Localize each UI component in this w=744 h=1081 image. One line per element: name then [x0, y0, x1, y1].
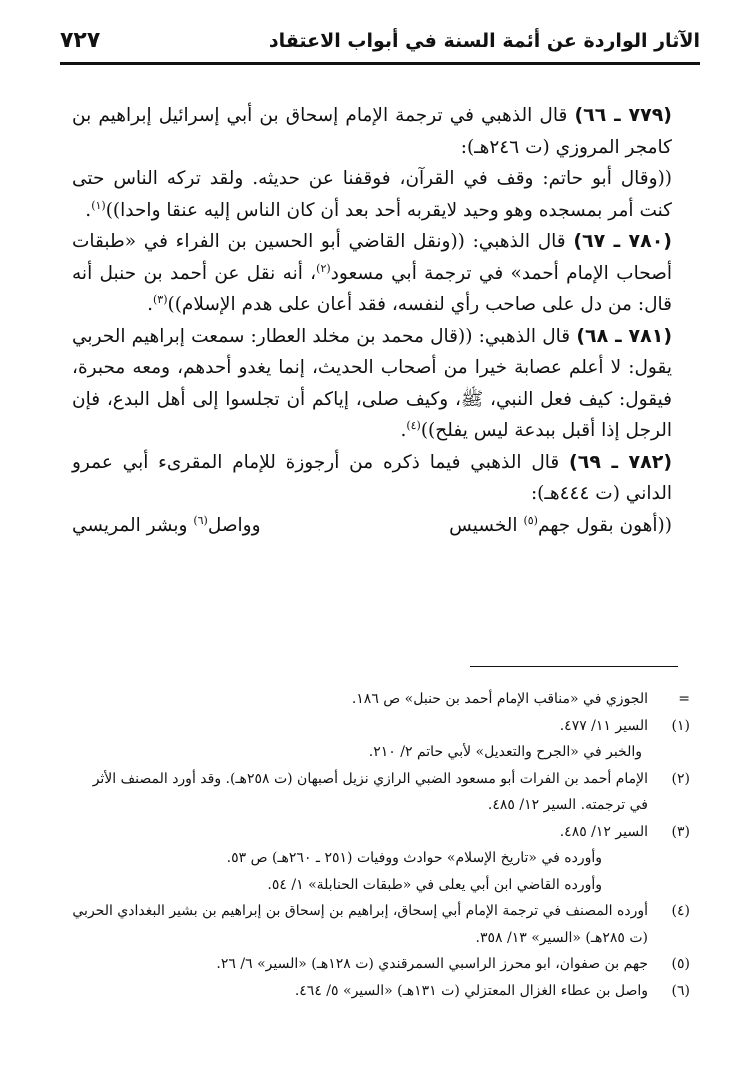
footnote-ref[interactable]: (٥) — [523, 513, 538, 527]
verse-text: وواصل — [207, 514, 261, 536]
paragraph-text: ، أنه نقل عن أحمد بن حنبل أنه قال: من دل على صاحب رأي لنفسه، فقد أعان على هدم الإسلام)) — [72, 262, 672, 315]
footnote-text: السير ١١/ ٤٧٧. — [559, 717, 648, 734]
footnote-mark: (٥) — [671, 956, 690, 972]
verse-text: الخسيس — [449, 514, 524, 536]
footnote-mark: (٢) — [671, 770, 690, 787]
footnote-text: واصل بن عطاء الغزال المعتزلي (ت ١٣١هـ) «السير» ٥/ ٤٦٤. — [294, 982, 648, 999]
verse-second-hemistich — [72, 510, 261, 542]
page-number: ٧٢٧ — [60, 28, 101, 53]
footnote-continuation — [70, 686, 690, 713]
punctuation: . — [400, 420, 407, 441]
footnote-1-cont: والخبر في «الجرح والتعديل» لأبي حاتم ٢/ ٢١٠. — [368, 744, 642, 760]
footnote-1 — [70, 713, 690, 740]
paragraph-781 — [72, 321, 672, 447]
paragraph-quote-abu-hatim — [72, 163, 672, 226]
footnote-3-cont: وأورده في «تاريخ الإسلام» حوادث ووفيات (٢٥١ ـ ٢٦٠هـ) ص ٥٣. — [226, 850, 602, 866]
footnote-text: جهم بن صفوان، ابو محرز الراسبي السمرقندي (ت ١٢٨هـ) «السير» ٦/ ٢٦. — [216, 956, 648, 972]
footnote-mark: (٣) — [671, 823, 690, 840]
punctuation: . — [85, 199, 92, 221]
verse-text: وبشر المريسي — [72, 514, 194, 536]
entry-number: (٧٨١ ـ ٦٨) — [576, 324, 672, 347]
footnotes — [70, 686, 690, 1004]
footnote-text: الإمام أحمد بن الفرات أبو مسعود الضبي الرازي نزيل أصبهان (ت ٢٥٨هـ). وقد أورد المصنف الأثر في ترجمته. السير ١٢/ ٤٨٥. — [92, 770, 648, 813]
paragraph-text: قال الذهبي: ((قال محمد بن مخلد العطار: سمعت إبراهيم الحربي يقول: لا أعلم عصابة خيرا من أصحاب الحديث، إنما يغدو أحدهم، ومعه محبرة، فيقول: كيف فعل النبي، ﷺ، وكيف صلى، إياكم أن تجلسوا إلى أهل البدع، فإن الرجل إذا أقبل ببدعة ليس يفلح)) — [72, 325, 672, 441]
poem-verse — [72, 510, 672, 542]
footnote-6 — [70, 978, 690, 1005]
entry-number: (٧٨٠ ـ ٦٧) — [573, 230, 672, 252]
running-header — [60, 26, 700, 66]
footnote-3 — [70, 819, 690, 846]
header-rule — [60, 62, 700, 65]
footnote-separator — [470, 666, 678, 667]
paragraph-text: قال الذهبي في ترجمة الإمام إسحاق بن أبي إسرائيل إبراهيم بن كامجر المروزي (ت ٢٤٦هـ): — [72, 105, 672, 158]
footnote-ref[interactable]: (٦) — [193, 513, 208, 527]
paragraph-text: ((وقال أبو حاتم: وقف في القرآن، فوقفنا عن حديثه. ولقد تركه الناس حتى كنت أمر بمسجده وهو وحيد لايقربه أحد بعد أن كان الناس إليه عنقا واحدا)) — [72, 168, 672, 221]
footnote-mark: (٤) — [671, 903, 690, 919]
footnote-text: السير ١٢/ ٤٨٥. — [559, 823, 648, 840]
main-text — [72, 100, 672, 541]
footnote-4 — [70, 898, 690, 951]
footnote-mark: = — [678, 691, 690, 707]
footnote-ref[interactable]: (٢) — [316, 261, 331, 275]
footnote-5 — [70, 951, 690, 978]
paragraph-text: قال الذهبي فيما ذكره من أرجوزة للإمام المقرىء أبي عمرو الداني (ت ٤٤٤هـ): — [72, 451, 672, 504]
footnote-3-cont: وأورده القاضي ابن أبي يعلى في «طبقات الحنابلة» ١/ ٥٤. — [267, 876, 602, 893]
footnote-text: الجوزي في «مناقب الإمام أحمد بن حنبل» ص ١٨٦. — [351, 691, 648, 707]
footnote-mark: (١) — [671, 717, 690, 734]
paragraph-779 — [72, 100, 672, 163]
paragraph-text: قال الذهبي: ((ونقل القاضي أبو الحسين بن الفراء في «طبقات أصحاب الإمام أحمد» في ترجمة أبي مسعود — [72, 231, 672, 284]
footnote-ref[interactable]: (١) — [91, 198, 106, 212]
footnote-text: أورده المصنف في ترجمة الإمام أبي إسحاق، إبراهيم بن إسحاق بن إبراهيم بن بشير البغدادي الحربي (ت ٢٨٥هـ) «السير» ١٣/ ٣٥٨. — [72, 903, 648, 946]
verse-first-hemistich — [449, 510, 672, 542]
paragraph-780 — [72, 226, 672, 321]
footnote-ref[interactable]: (٤) — [406, 418, 421, 432]
entry-number: (٧٧٩ ـ ٦٦) — [574, 104, 672, 126]
footnote-ref[interactable]: (٣) — [152, 292, 168, 306]
punctuation: . — [147, 294, 153, 315]
running-title: الآثار الواردة عن أئمة السنة في أبواب الاعتقاد — [268, 30, 700, 52]
paragraph-782 — [72, 447, 672, 510]
entry-number: (٧٨٢ ـ ٦٩) — [569, 450, 672, 473]
verse-text: ((أهون بقول جهم — [537, 514, 672, 536]
footnote-2 — [70, 766, 690, 819]
footnote-mark: (٦) — [671, 982, 690, 999]
